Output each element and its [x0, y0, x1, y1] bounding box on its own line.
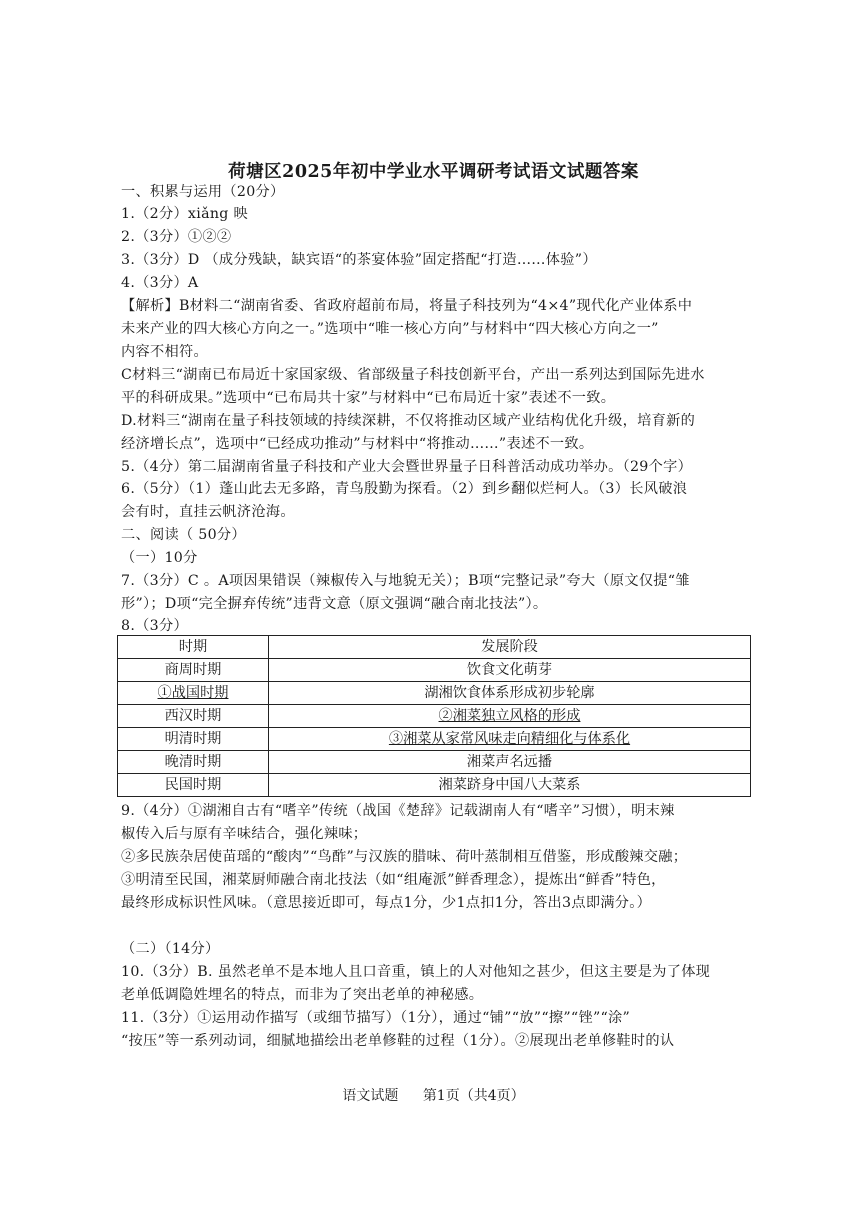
table-cell: ②湘菜独立风格的形成	[438, 708, 581, 724]
answer-line: 11.（3分）①运用动作描写（或细节描写）（1分），通过“铺”“放”“擦”“锉”“涂”	[121, 1010, 631, 1026]
footer-subject: 语文试题	[342, 1088, 399, 1104]
analysis-line: D.材料三“湖南在量子科技领域的持续深耕，不仅将推动区域产业结构优化升级，培育新的	[121, 413, 696, 429]
table-cell: 饮食文化萌芽	[269, 659, 751, 682]
answer-line: 7.（3分）C 。A项因果错误（辣椒传入与地貌无关）；B项“完整记录”夸大（原文仅提“雏	[121, 573, 690, 589]
section-heading-1: 一、积累与运用（20分）	[121, 184, 285, 200]
analysis-line: C材料三“湖南已布局近十家国家级、省部级量子科技创新平台，产出一系列达到国际先进水	[121, 367, 705, 383]
table-header-cell: 发展阶段	[269, 636, 751, 659]
table-row	[118, 728, 751, 751]
stages-table	[117, 635, 751, 797]
answer-line: 1.（2分）xiǎng 映	[121, 206, 248, 222]
analysis-line: 内容不相符。	[121, 344, 208, 360]
table-row	[118, 751, 751, 774]
table-cell: ③湘菜从家常风味走向精细化与体系化	[388, 731, 631, 747]
table-row	[118, 705, 751, 728]
table-cell: 湘菜声名远播	[269, 751, 751, 774]
section-heading-2: 二、阅读（ 50分）	[121, 527, 246, 543]
answer-line: 3.（3分）D （成分残缺，缺宾语“的茶宴体验”固定搭配“打造……体验”）	[121, 252, 597, 268]
table-cell: ①战国时期	[157, 685, 229, 701]
table-header-cell: 时期	[118, 636, 269, 659]
table-cell: 湘菜跻身中国八大菜系	[269, 774, 751, 797]
table-row	[118, 659, 751, 682]
answer-line: 9.（4分）①湖湘自古有“嗜辛”传统（战国《楚辞》记载湖南人有“嗜辛”习惯），明末辣	[121, 803, 675, 819]
page-footer	[0, 1085, 867, 1105]
analysis-line: 经济增长点”，选项中“已经成功推动”与材料中“将推动……”表述不一致。	[121, 436, 594, 452]
answer-line: 最终形成标识性风味。（意思接近即可，每点1分，少1点扣1分，答出3点即满分。）	[121, 895, 652, 911]
footer-page-number: 第1页（共4页）	[422, 1088, 525, 1104]
table-cell: 西汉时期	[118, 705, 269, 728]
analysis-line: 平的科研成果。”选项中“已布局共十家”与材料中“已布局近十家”表述不一致。	[121, 390, 616, 406]
answer-line: ②多民族杂居使苗瑶的“酸肉”“鸟酢”与汉族的腊味、荷叶蒸制相互借鉴，形成酸辣交融；	[121, 849, 688, 865]
table-row	[118, 774, 751, 797]
answer-line: ③明清至民国，湘菜厨师融合南北技法（如“组庵派”鲜香理念），提炼出“鲜香”特色，	[121, 872, 666, 888]
analysis-line: 未来产业的四大核心方向之一。”选项中“唯一核心方向”与材料中“四大核心方向之一”	[121, 321, 659, 337]
answer-line: 椒传入后与原有辛味结合，强化辣味；	[121, 826, 368, 842]
answer-line: 2.（3分）①②②	[121, 229, 232, 245]
answer-line: 8.（3分）	[121, 618, 188, 634]
answer-line: 老单低调隐姓埋名的特点，而非为了突出老单的神秘感。	[121, 987, 484, 1003]
table-cell: 明清时期	[118, 728, 269, 751]
answer-line: 4.（3分）A	[121, 275, 199, 291]
answer-line: 6.（5分）（1）蓬山此去无多路，青鸟殷勤为探看。（2）到乡翻似烂柯人。（3）长风破浪	[121, 481, 688, 497]
analysis-line: 【解析】B材料二“湖南省委、省政府超前布局，将量子科技列为“4×4”现代化产业体系中	[121, 298, 693, 314]
table-cell: 商周时期	[118, 659, 269, 682]
answer-line: 形”）；D项“完全摒弃传统”违背文意（原文强调“融合南北技法”）。	[121, 596, 548, 612]
subsection-heading: （一）10分	[121, 550, 198, 566]
table-header-row	[118, 636, 751, 659]
subsection-heading: （二）（14分）	[121, 941, 220, 957]
table-cell: 民国时期	[118, 774, 269, 797]
answer-line: 会有时，直挂云帆济沧海。	[121, 504, 295, 520]
table-row	[118, 682, 751, 705]
table-cell: 晚清时期	[118, 751, 269, 774]
answer-line: 5.（4分）第二届湖南省量子科技和产业大会暨世界量子日科普活动成功举办。（29个字）	[121, 459, 693, 475]
answer-line: “按压”等一系列动词，细腻地描绘出老单修鞋的过程（1分）。②展现出老单修鞋时的认	[121, 1033, 675, 1049]
table-cell: 湖湘饮食体系形成初步轮廓	[269, 682, 751, 705]
answer-line: 10.（3分）B. 虽然老单不是本地人且口音重，镇上的人对他知之甚少，但这主要是为了体现	[121, 964, 711, 980]
document-title: 荷塘区2025年初中学业水平调研考试语文试题答案	[228, 162, 639, 182]
